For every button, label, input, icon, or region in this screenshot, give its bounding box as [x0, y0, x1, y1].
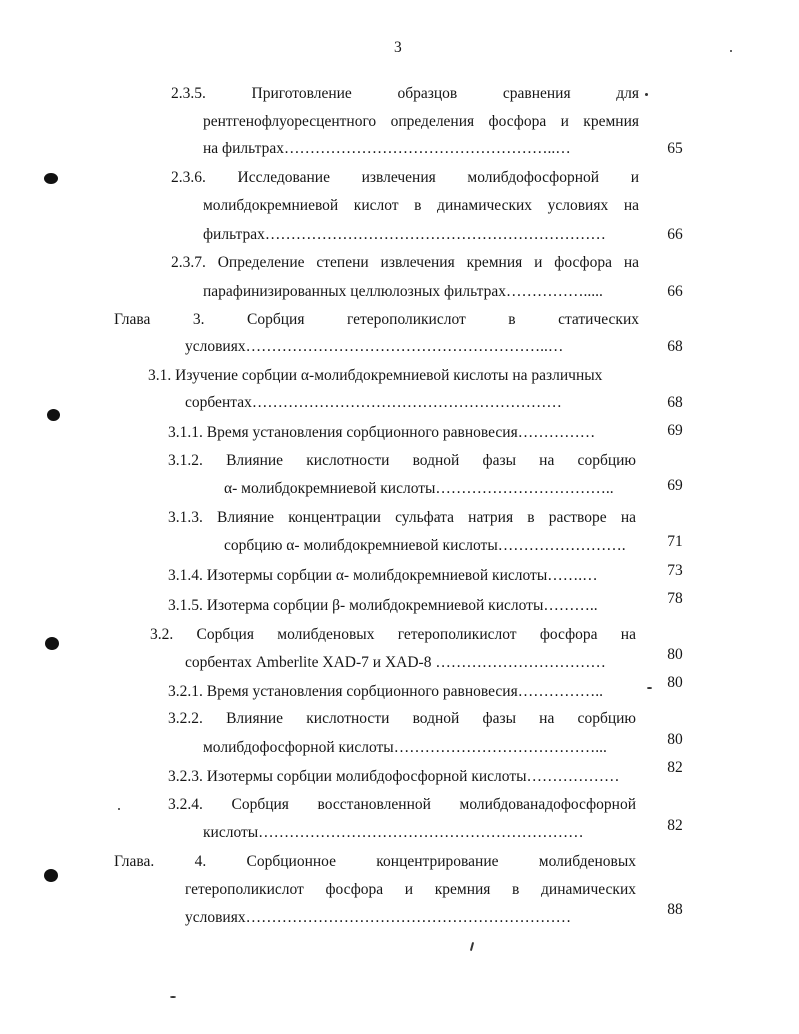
toc-page-number: 80 [667, 731, 683, 748]
scan-speck [647, 687, 652, 689]
toc-entry-title-line: кислоты……………………………………………………… [203, 824, 584, 841]
toc-page-number: 80 [667, 674, 683, 691]
toc-page-number: 69 [667, 477, 683, 494]
scan-speck [730, 50, 732, 52]
toc-entry-title-line: на фильтрах……………………………………………..… [203, 140, 571, 157]
toc-entry-title-line: молибдокремниевой кислот в динамических условиях на [203, 197, 639, 214]
toc-entry-title-line: условиях…………………………………………………..… [185, 338, 564, 355]
toc-page-number: 69 [667, 422, 683, 439]
toc-entry-title-line: фильтрах………………………………………………………… [203, 226, 606, 243]
toc-page-number: 88 [667, 901, 683, 918]
toc-entry-title-line: молибдофосфорной кислоты…………………………………... [203, 739, 607, 756]
toc-page-number: 73 [667, 562, 683, 579]
toc-page-number: 65 [667, 140, 683, 157]
toc-page-number: 68 [667, 394, 683, 411]
toc-page-number: 78 [667, 590, 683, 607]
toc-entry-title-line: сорбентах…………………………………………………… [185, 394, 562, 411]
toc-entry-title-line: 3.1.3. Влияние концентрации сульфата натрия в растворе на [168, 509, 636, 526]
toc-entry-title-line: 3.1.1. Время установления сорбционного равновесия…………… [168, 424, 596, 441]
scan-spot [44, 173, 58, 184]
toc-page-number: 71 [667, 533, 683, 550]
toc-entry-title-line: 2.3.6. Исследование извлечения молибдофосфорной и [171, 169, 639, 186]
toc-entry-title-line: 2.3.7. Определение степени извлечения кремния и фосфора на [171, 254, 639, 271]
scan-speck [118, 808, 120, 810]
toc-entry-title-line: 3.1.2. Влияние кислотности водной фазы на сорбцию [168, 452, 636, 469]
scan-spot [44, 869, 58, 882]
toc-entry-title-line: 3.2.2. Влияние кислотности водной фазы на сорбцию [168, 710, 636, 727]
toc-entry-title-line: 3.2.4. Сорбция восстановленной молибдованадофосфорной [168, 796, 636, 813]
scan-speck [470, 942, 474, 951]
toc-page-number: 80 [667, 646, 683, 663]
toc-entry-title-line: сорбентах Amberlite XAD-7 и XAD-8 …………………………… [185, 654, 606, 671]
toc-entry-title-line: α- молибдокремниевой кислоты…………………………….. [224, 480, 614, 497]
toc-entry-title-line: рентгенофлуоресцентного определения фосфора и кремния [203, 113, 639, 130]
toc-entry-title-line: 3.2.3. Изотермы сорбции молибдофосфорной кислоты……………… [168, 768, 620, 785]
toc-page-number: 68 [667, 338, 683, 355]
toc-entry-title-line: Глава. 4. Сорбционное концентрирование молибденовых [114, 853, 636, 870]
toc-entry-title-line: 3.1. Изучение сорбции α-молибдокремниевой кислоты на различных [148, 367, 603, 384]
toc-entry-title-line: Глава 3. Сорбция гетерополикислот в статических [114, 311, 639, 328]
scan-speck [645, 93, 648, 96]
toc-page-number: 82 [667, 759, 683, 776]
toc-entry-title-line: 2.3.5. Приготовление образцов сравнения для [171, 85, 639, 102]
toc-entry-title-line: 3.2.1. Время установления сорбционного равновесия…………….. [168, 683, 603, 700]
page-number: 3 [394, 39, 402, 56]
toc-entry-title-line: 3.1.5. Изотерма сорбции β- молибдокремниевой кислоты……….. [168, 597, 598, 614]
toc-entry-title-line: условиях……………………………………………………… [185, 909, 572, 926]
scan-speck [170, 996, 176, 998]
toc-entry-title-line: сорбцию α- молибдокремниевой кислоты……………………. [224, 537, 626, 554]
toc-page-number: 66 [667, 283, 683, 300]
toc-entry-title-line: гетерополикислот фосфора и кремния в динамических [185, 881, 636, 898]
toc-page-number: 82 [667, 817, 683, 834]
toc-entry-title-line: 3.2. Сорбция молибденовых гетерополикислот фосфора на [150, 626, 636, 643]
scan-spot [47, 409, 60, 421]
toc-entry-title-line: парафинизированных целлюлозных фильтрах……………..... [203, 283, 603, 300]
toc-page-number: 66 [667, 226, 683, 243]
scan-spot [45, 637, 59, 650]
toc-entry-title-line: 3.1.4. Изотермы сорбции α- молибдокремниевой кислоты…….… [168, 567, 598, 584]
